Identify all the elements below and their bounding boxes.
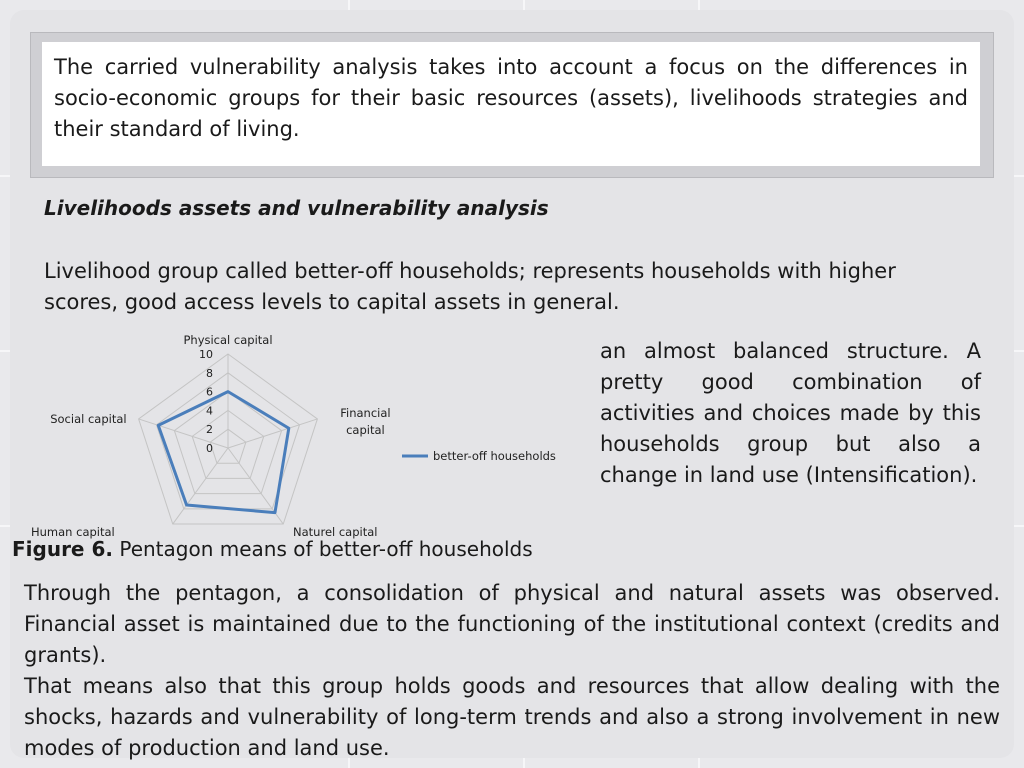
radar-chart	[30, 330, 570, 540]
callout-box: The carried vulnerability analysis takes into account a focus on the differences in socio-economic groups for their basic resources (assets), livelihoods strategies and their standard of living.	[42, 42, 980, 166]
tick-label: 6	[206, 385, 213, 399]
body-paragraph-2: That means also that this group holds goods and resources that allow dealing with the shocks, hazards and vulnerability of long-term trends and also a strong involvement in new modes of production and land use.	[24, 674, 1000, 760]
axis-label: Social capital	[50, 411, 127, 426]
axis-label: Physical capital	[183, 333, 273, 347]
chart-description: an almost balanced structure. A pretty good combination of activities and choices made by this households group but also a change in land use (Intensification).	[600, 339, 981, 487]
figure-caption-text: Pentagon means of better-off households	[119, 537, 533, 561]
axis-label: Human capital	[30, 525, 115, 540]
axis-label: Financial capital	[340, 405, 391, 437]
axis-label: Naturel capital	[293, 525, 378, 540]
tick-label: 0	[206, 442, 213, 455]
body-text	[24, 578, 1000, 764]
intro-paragraph: Livelihood group called better-off households; represents households with higher scores, good access levels to capital assets in general.	[44, 259, 896, 314]
grid-spoke	[139, 419, 228, 448]
grid-spoke	[228, 419, 317, 448]
tick-label: 8	[206, 366, 213, 380]
tick-label: 10	[199, 348, 213, 361]
figure-caption	[12, 537, 533, 561]
section-heading: Livelihoods assets and vulnerability analysis	[44, 196, 549, 220]
body-paragraph-1: Through the pentagon, a consolidation of physical and natural assets was observed. Financial asset is maintained due to the functioning of the institutional context (credits and grants).	[24, 581, 1000, 667]
legend-label: better-off households	[433, 449, 556, 463]
figure-label: Figure 6.	[12, 537, 113, 561]
tick-label: 4	[206, 404, 213, 418]
tick-label: 2	[206, 423, 213, 437]
